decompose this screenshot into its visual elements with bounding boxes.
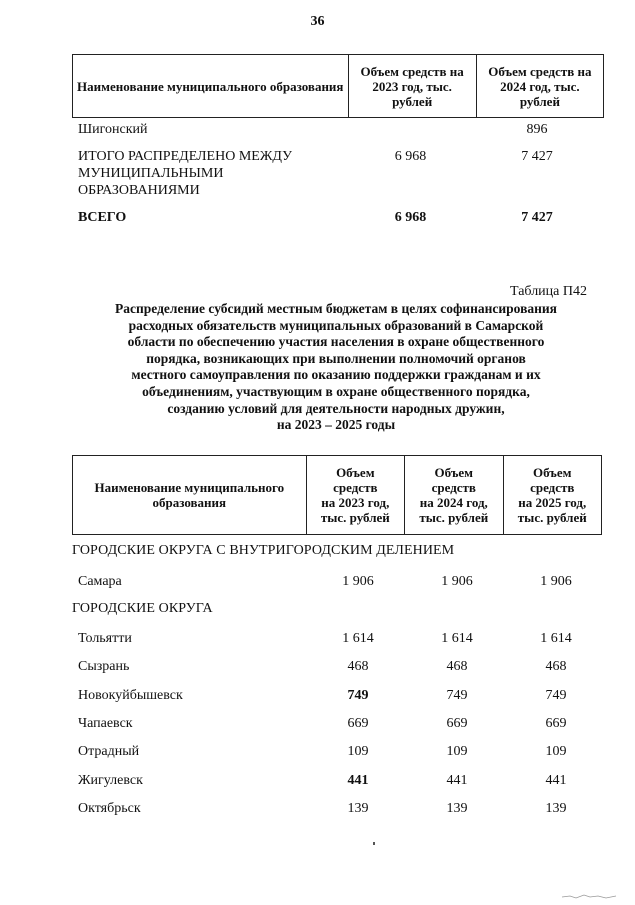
header-line: средств (431, 480, 476, 495)
title-line: порядка, возникающих при выполнении полномочий органов (146, 350, 526, 366)
table-row-name: Новокуйбышевск (78, 687, 183, 703)
table1-total-line: МУНИЦИПАЛЬНЫМИ (78, 166, 224, 181)
table1-grand-total-2024: 7 427 (521, 210, 553, 225)
table1-row-value-2024: 896 (526, 122, 548, 137)
header-line: Объем (336, 465, 375, 480)
table2-header-2023 (306, 456, 404, 535)
table-cell-2023: 749 (347, 687, 369, 703)
table-cell-2025: 468 (545, 659, 567, 675)
header-line: тыс. рублей (320, 510, 390, 525)
table-row-name: Чапаевск (78, 715, 133, 731)
header-line: тыс. рублей (517, 510, 587, 525)
section-heading: ГОРОДСКИЕ ОКРУГА (72, 601, 213, 616)
title-line: Распределение субсидий местным бюджетам в целях софинансирования (115, 301, 557, 316)
table1-grand-total-2023: 6 968 (394, 210, 427, 225)
table1-total-line: ИТОГО РАСПРЕДЕЛЕНО МЕЖДУ (78, 149, 292, 164)
table-row-name: Октябрьск (78, 800, 141, 816)
table-cell-2024: 1 614 (441, 631, 473, 646)
table-row-name: Жигулевск (78, 772, 143, 788)
header-line: на 2024 год, (419, 495, 488, 510)
header-line: средств (530, 480, 575, 495)
page-number: 36 (310, 14, 325, 29)
table-cell-2025: 441 (545, 772, 567, 788)
table-cell-2025: 1 614 (540, 631, 572, 646)
title-line: расходных обязательств муниципальных образований в Самарской (128, 317, 544, 333)
table-row-name: Самара (78, 574, 122, 589)
table-cell-2024: 749 (446, 687, 468, 703)
header-line: Объем (434, 465, 474, 480)
header-line: образования (152, 495, 227, 510)
table-cell-2024: 109 (446, 744, 468, 760)
section-heading: ГОРОДСКИЕ ОКРУГА С ВНУТРИГОРОДСКИМ ДЕЛЕНИЕМ (72, 543, 455, 558)
table1-header (72, 54, 604, 118)
table-cell-2023: 139 (347, 800, 369, 816)
table-cell-2025: 139 (545, 800, 567, 816)
table-cell-2024: 1 906 (441, 574, 473, 589)
header-line: тыс. рублей (419, 510, 489, 525)
header-line: на 2025 год, (518, 495, 587, 510)
table2-header-name (73, 456, 307, 535)
table1-row-name: Шигонский (78, 122, 148, 137)
table-cell-2023: 468 (347, 659, 369, 675)
table-cell-2023: 1 906 (342, 574, 374, 589)
table1-header-name: Наименование муниципального образования (73, 55, 349, 118)
table1-total-2024: 7 427 (521, 149, 553, 164)
header-line: на 2023 год, (321, 495, 390, 510)
title-line: на 2023 – 2025 годы (276, 417, 396, 433)
table1-header-2024: Объем средств на 2024 год, тыс. рублей (476, 55, 603, 118)
header-line: Объем (533, 465, 572, 480)
header-line: средств (333, 480, 378, 495)
table-row-name: Сызрань (78, 659, 130, 675)
table-cell-2025: 749 (545, 687, 567, 703)
table-cell-2023: 109 (347, 744, 369, 760)
table2-header (72, 455, 602, 535)
table-cell-2024: 669 (446, 715, 468, 731)
title-line: местного самоуправления по оказанию поддержки гражданам и их (131, 367, 541, 383)
table-cell-2023: 1 614 (342, 631, 374, 646)
title-line: созданию условий для деятельности народных дружин, (167, 400, 505, 416)
title-line: области по обеспечению участия населения в охране общественного (127, 334, 545, 350)
scan-smudge (560, 893, 620, 899)
table1-header-2023: Объем средств на 2023 год, тыс. рублей (348, 55, 476, 118)
table-cell-2024: 139 (446, 800, 468, 816)
title-line: объединениям, участвующим в охране общественного порядка, (142, 383, 530, 399)
table-label: Таблица П42 (510, 284, 587, 299)
table2-header-2024 (405, 456, 503, 535)
table-cell-2024: 468 (446, 659, 468, 675)
table-row-name: Отрадный (78, 744, 140, 760)
document-title (70, 301, 602, 434)
table-cell-2024: 441 (446, 772, 468, 788)
header-line: Наименование муниципального (94, 480, 285, 495)
scan-speck (373, 842, 375, 845)
table-cell-2025: 669 (545, 715, 567, 731)
table-cell-2023: 669 (347, 715, 369, 731)
table2-header-2025 (503, 456, 601, 535)
table1-total-line: ОБРАЗОВАНИЯМИ (78, 183, 200, 198)
table-cell-2025: 1 906 (540, 574, 572, 589)
table-cell-2025: 109 (545, 744, 567, 760)
table1-grand-total-label: ВСЕГО (78, 210, 127, 225)
table-cell-2023: 441 (347, 772, 369, 788)
table1-total-label (78, 148, 292, 199)
table-row-name: Тольятти (78, 631, 132, 646)
table1-total-2023: 6 968 (394, 149, 427, 164)
